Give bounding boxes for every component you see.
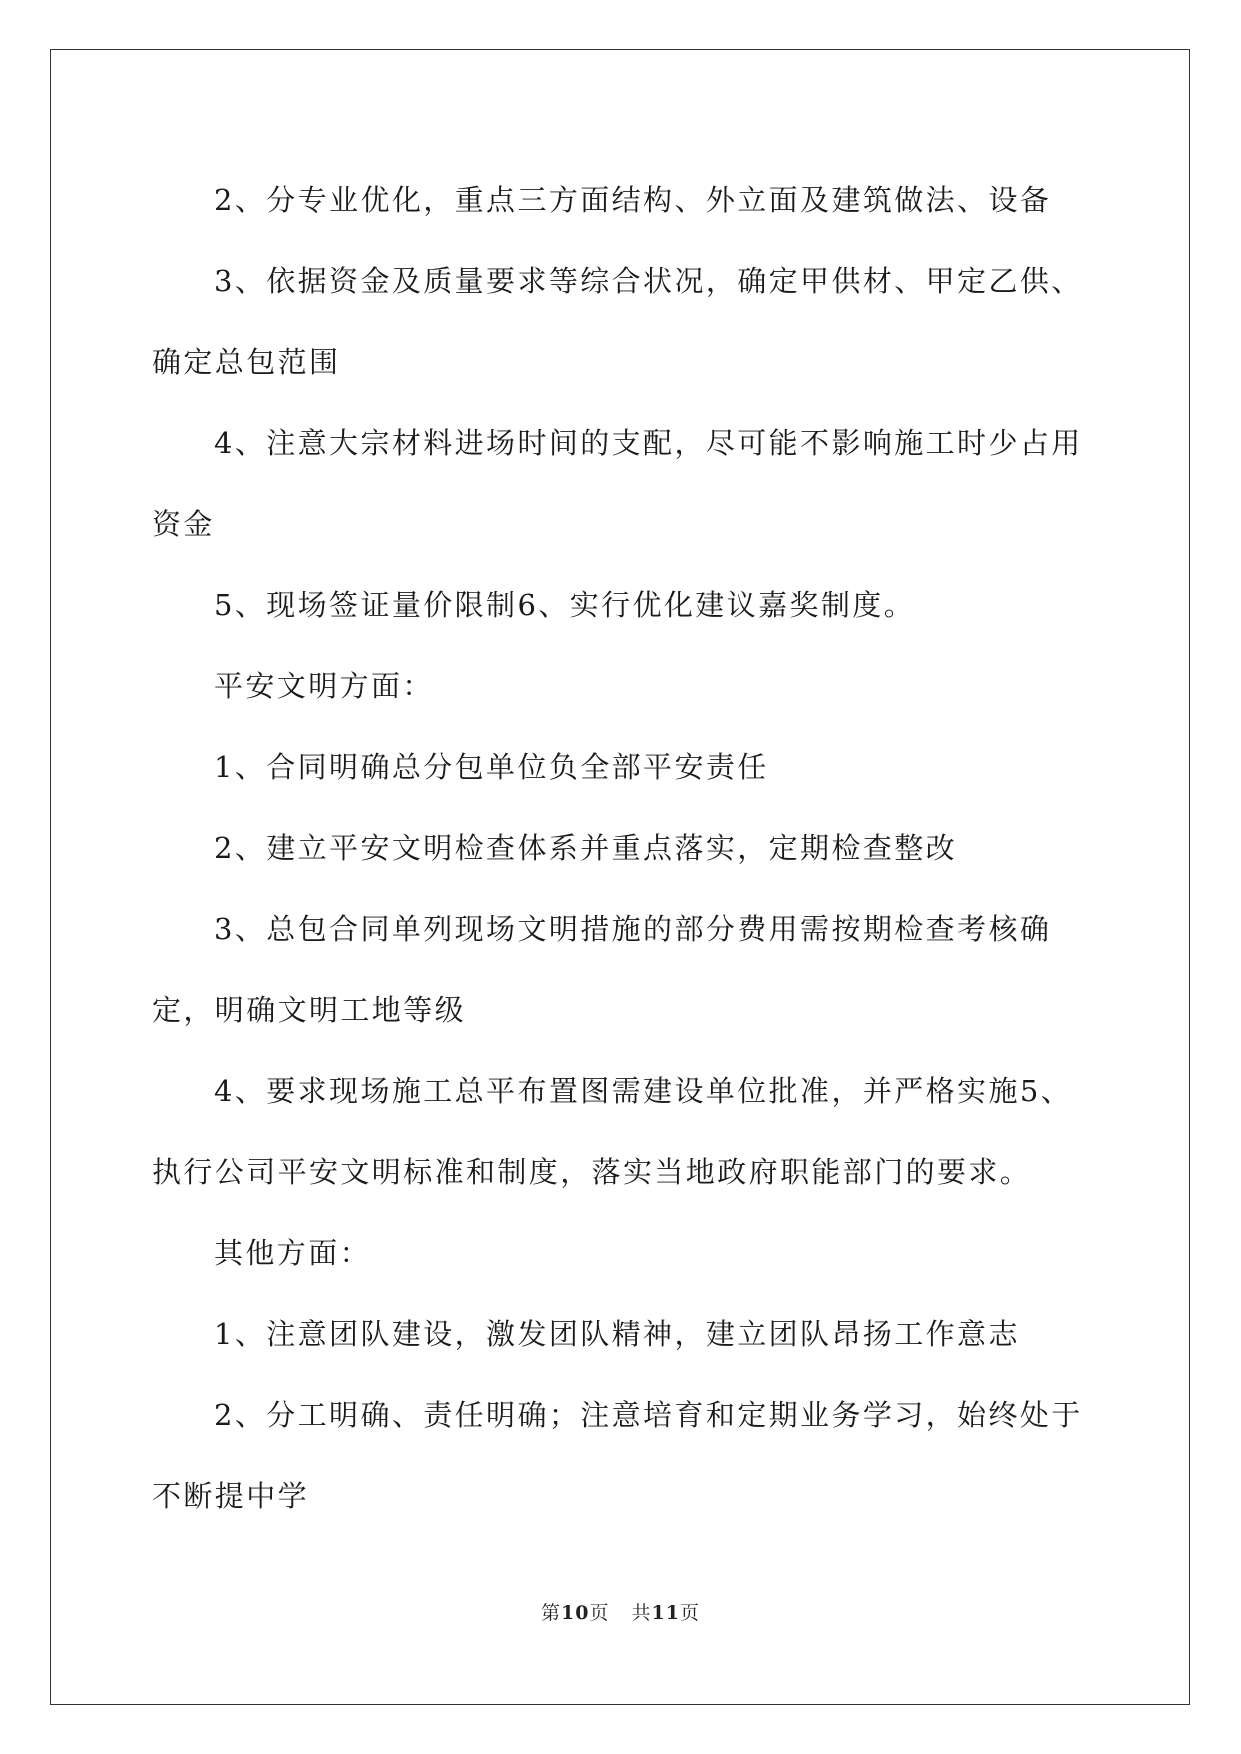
section-heading-other: 其他方面： [214,1236,372,1270]
paragraph: 3、依据资金及质量要求等综合状况，确定甲供材、甲定乙供、确定总包范围 [152,264,1083,379]
paragraph: 5、现场签证量价限制6、实行优化建议嘉奖制度。 [214,588,916,622]
page-footer [0,1598,1241,1625]
document-body [152,160,1092,1537]
paragraph: 1、注意团队建设，激发团队精神，建立团队昂扬工作意志 [214,1317,1020,1351]
paragraph: 2、分专业优化，重点三方面结构、外立面及建筑做法、设备 [214,183,1052,217]
paragraph: 4、要求现场施工总平布置图需建设单位批准，并严格实施5、执行公司平安文明标准和制度，落实当地政府职能部门的要求。 [152,1074,1073,1189]
paragraph: 1、合同明确总分包单位负全部平安责任 [214,750,769,784]
total-suffix: 页 [679,1602,700,1624]
paragraph: 2、分工明确、责任明确；注意培育和定期业务学习，始终处于不断提中学 [152,1398,1083,1513]
paragraph: 2、建立平安文明检查体系并重点落实，定期检查整改 [214,831,958,865]
page-prefix: 第 [541,1602,562,1624]
paragraph: 3、总包合同单列现场文明措施的部分费用需按期检查考核确定，明确文明工地等级 [152,912,1052,1027]
page-total: 11 [651,1602,680,1624]
paragraph: 4、注意大宗材料进场时间的支配，尽可能不影响施工时少占用资金 [152,426,1083,541]
section-heading-safety: 平安文明方面： [214,669,434,703]
page-suffix: 页 [589,1602,610,1624]
total-prefix: 共 [631,1602,652,1624]
page-current: 10 [561,1602,590,1624]
